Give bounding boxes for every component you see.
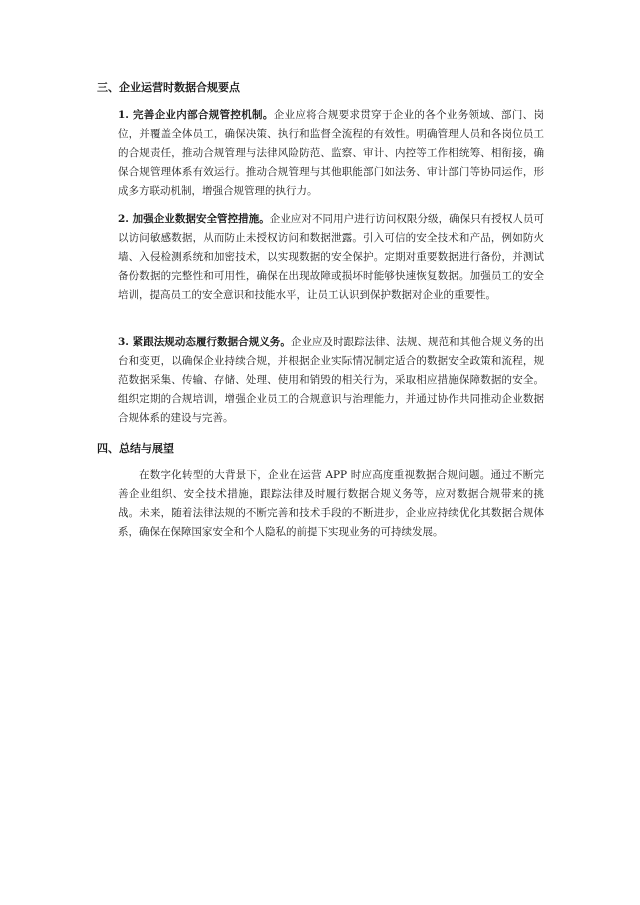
section-3-item-3 [118,333,544,428]
item-2-title: 2. 加强企业数据安全管控措施。 [118,213,270,225]
item-3-text: 企业应及时跟踪法律、法规、规范和其他合规义务的出台和变更，以确保企业持续合规，并根据企业实际情况制定适合的数据安全政策和流程，规范数据采集、传输、存储、处理、使用和销毁的相关行为，采取相应措施保障数据的安全。组织定期的合规培训，增强企业员工的合规意识与治理能力，并通过协作共同推动企业数据合规体系的建设与完善。 [118,336,544,424]
section-3-item-2 [118,210,544,305]
section-3-item-1 [118,106,544,201]
item-3-title: 3. 紧跟法规动态履行数据合规义务。 [118,336,291,348]
section-4-paragraph: 在数字化转型的大背景下，企业在运营 APP 时应高度重视数据合规问题。通过不断完善企业组织、安全技术措施，跟踪法律及时履行数据合规义务等，应对数据合规带来的挑战。未来，随着法律法规的不断完善和技术手段的不断进步，企业应持续优化其数据合规体系，确保在保障国家安全和个人隐私的前提下实现业务的可持续发展。 [118,469,544,538]
section-4-heading: 四、总结与展望 [97,442,174,455]
item-1-text: 企业应将合规要求贯穿于企业的各个业务领域、部门、岗位，并覆盖全体员工，确保决策、执行和监督全流程的有效性。明确管理人员和各岗位员工的合规责任，推动合规管理与法律风险防范、监察、审计、内控等工作相统筹、相衔接，确保合规管理体系有效运行。推动合规管理与其他职能部门如法务、审计部门等协同运作，形成多方联动机制，增强合规管理的执行力。 [118,109,545,197]
section-3-heading: 三、企业运营时数据合规要点 [97,81,240,94]
item-2-text: 企业应对不同用户进行访问权限分级，确保只有授权人员可以访问敏感数据，从而防止未授权访问和数据泄露。引入可信的安全技术和产品，例如防火墙、入侵检测系统和加密技术，以实现数据的安全保护。定期对重要数据进行备份，并测试备份数据的完整性和可用性，确保在出现故障或损坏时能够快速恢复数据。加强员工的安全培训，提高员工的安全意识和技能水平，让员工认识到保护数据对企业的重要性。 [118,213,544,301]
item-1-title: 1. 完善企业内部合规管控机制。 [118,109,274,121]
